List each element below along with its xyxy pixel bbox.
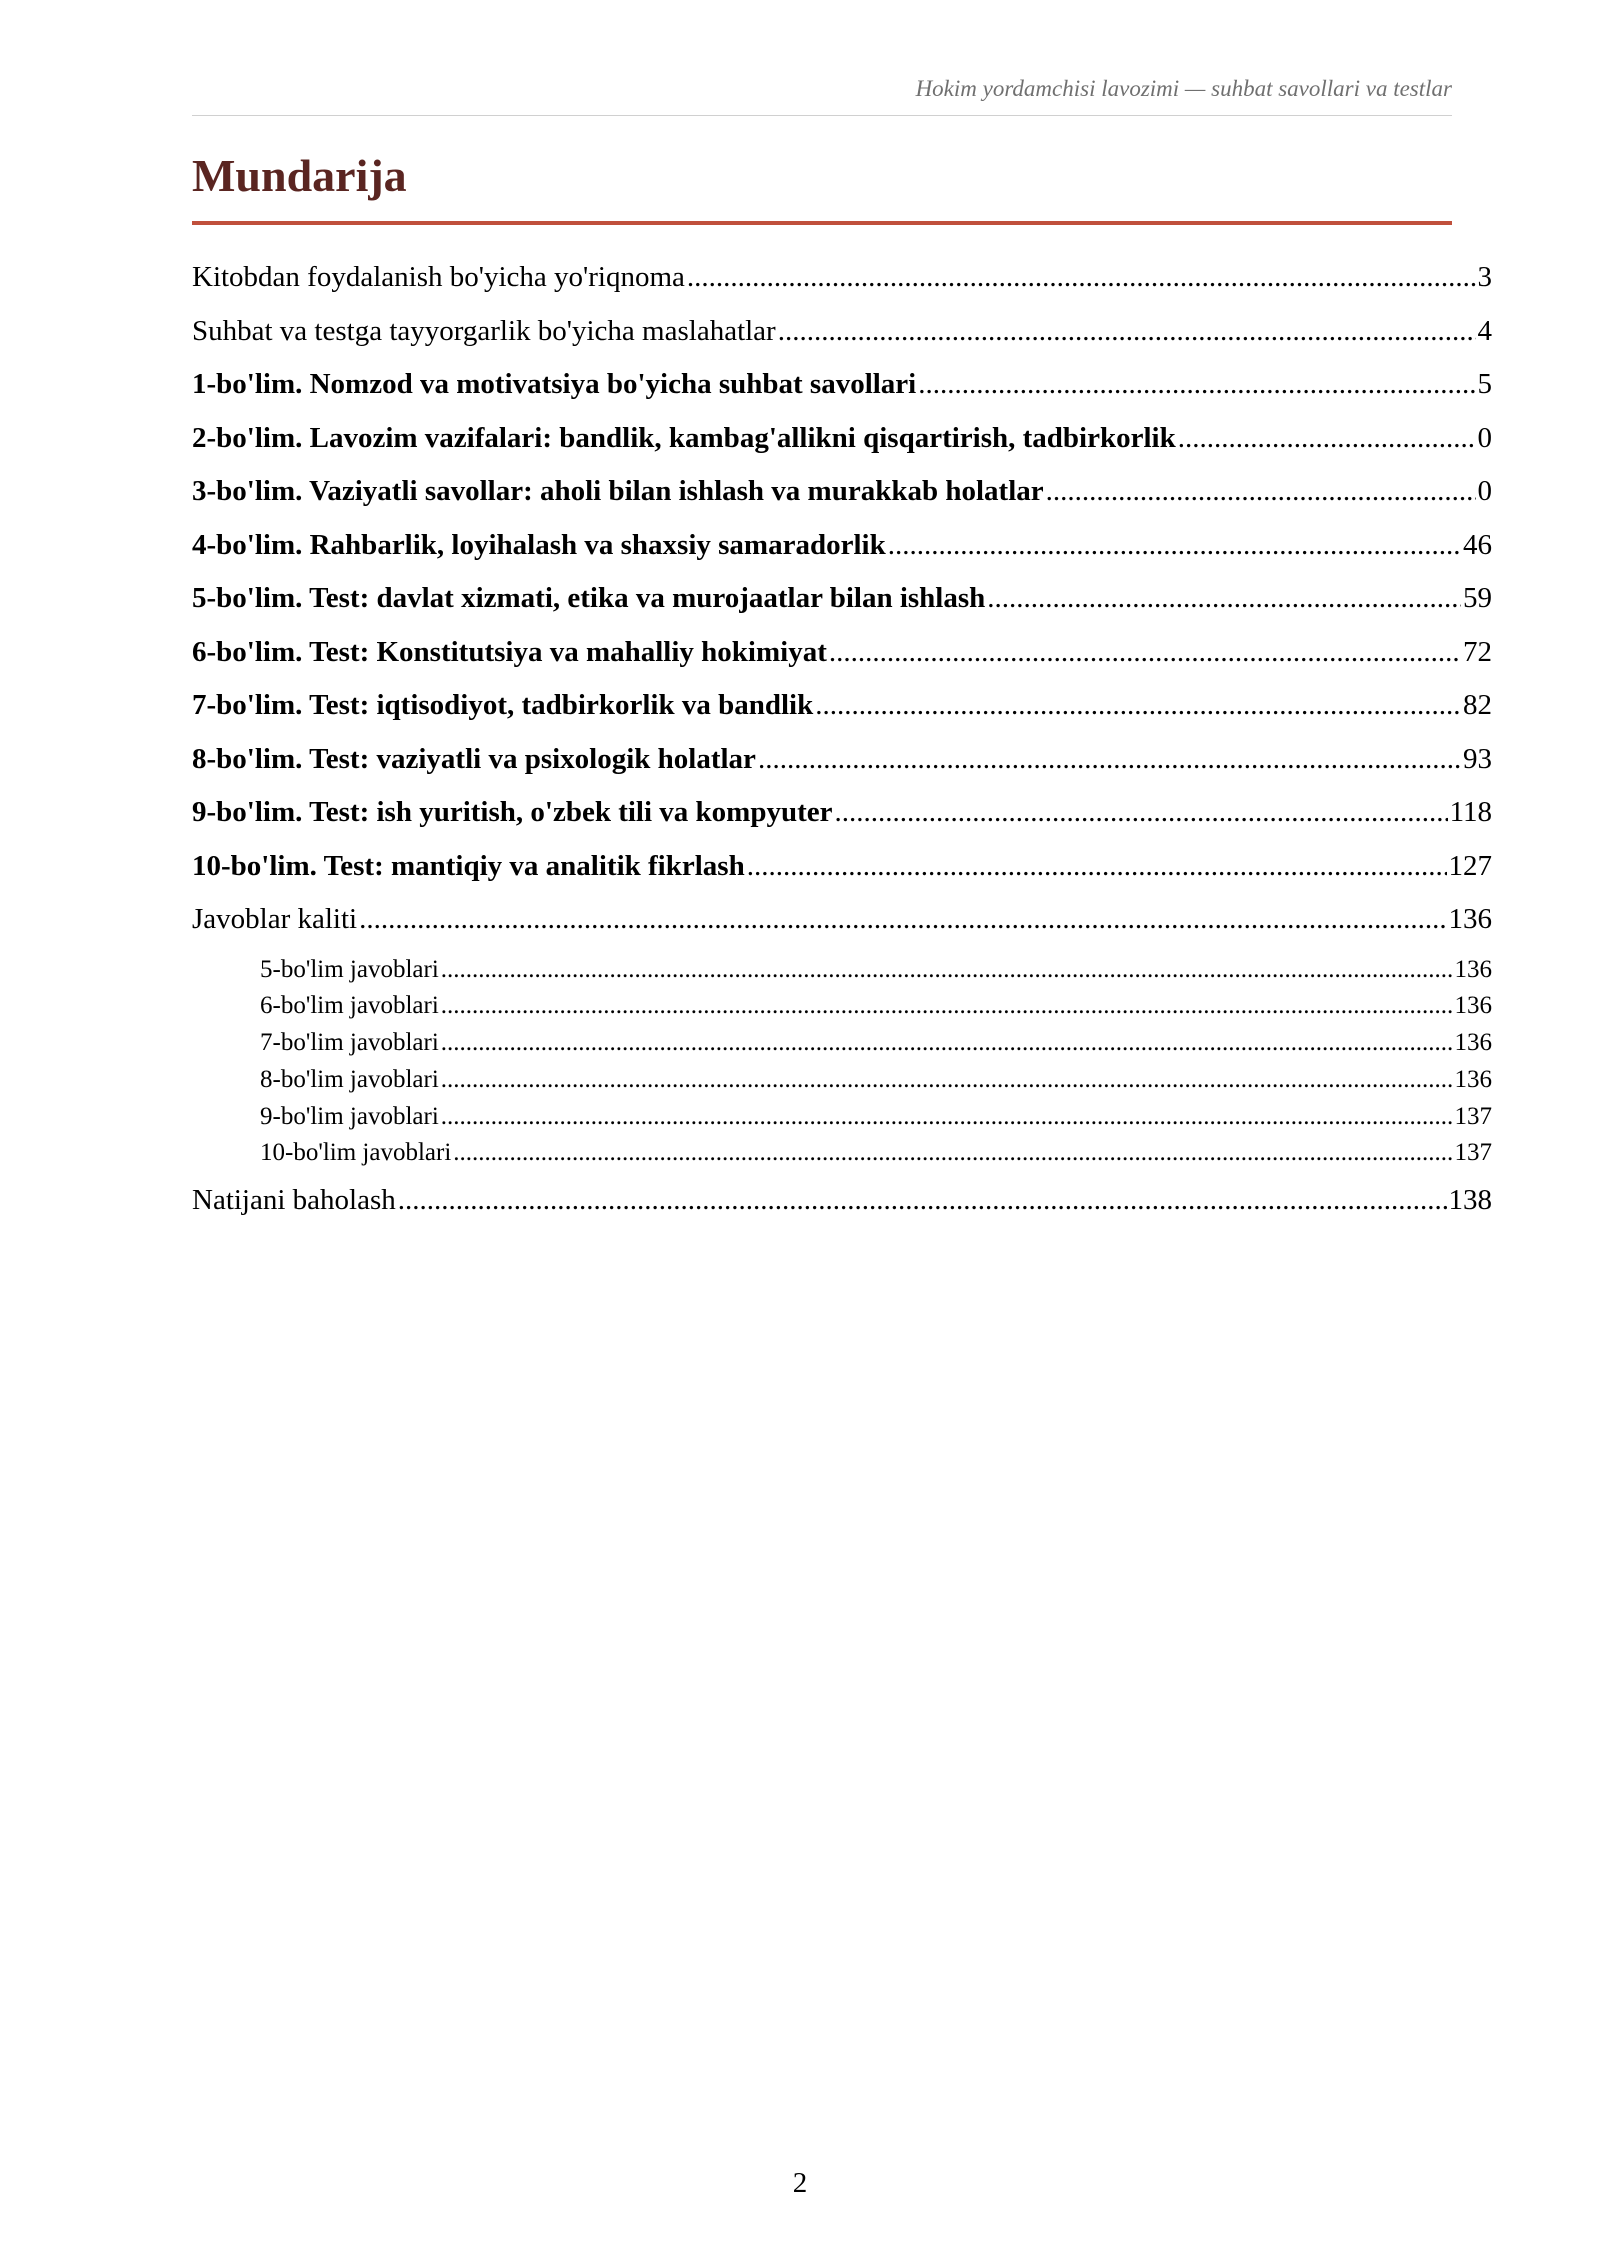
toc-entry[interactable]: [192, 471, 1492, 525]
toc-dot-leader: [834, 792, 1447, 832]
toc-dot-leader: [1046, 471, 1476, 511]
toc-dot-leader: [687, 257, 1476, 297]
toc-subentry[interactable]: [192, 1136, 1492, 1173]
toc-entry-page: 5: [1477, 368, 1492, 400]
toc-entry-label: Suhbat va testga tayyorgarlik bo'yicha maslahatlar: [192, 314, 776, 347]
header-divider: [192, 115, 1452, 116]
toc-entry-label: 3-bo'lim. Vaziyatli savollar: aholi bilan ishlash va murakkab holatlar: [192, 475, 1044, 507]
toc-entry-page: 136: [1448, 903, 1492, 935]
toc-entry-label: 7-bo'lim. Test: iqtisodiyot, tadbirkorlik va bandlik: [192, 689, 814, 721]
toc-dot-leader: [441, 989, 1453, 1022]
toc-dot-leader: [987, 578, 1461, 618]
toc-entry[interactable]: [192, 739, 1492, 793]
toc-entry-page: 137: [1454, 1139, 1492, 1167]
toc-dot-leader: [441, 1026, 1453, 1059]
toc-entry-label: 9-bo'lim javoblari: [260, 1102, 439, 1130]
toc-entry-label: 4-bo'lim. Rahbarlik, loyihalash va shaxsiy samaradorlik: [192, 528, 886, 561]
page-number: 2: [792, 2167, 808, 2199]
toc-entry-page: 118: [1449, 796, 1492, 828]
toc-dot-leader: [815, 685, 1461, 725]
toc-entry-page: 72: [1463, 635, 1492, 668]
toc-subentry[interactable]: [192, 1026, 1492, 1063]
toc-subentry[interactable]: [192, 1100, 1492, 1137]
toc-entry-label: 8-bo'lim. Test: vaziyatli va psixologik holatlar: [192, 742, 756, 775]
toc-entry-label: Kitobdan foydalanish bo'yicha yo'riqnoma: [192, 261, 685, 293]
toc-subentry[interactable]: [192, 1063, 1492, 1100]
toc-entry-label: Javoblar kaliti: [192, 903, 358, 935]
toc-dot-leader: [778, 311, 1476, 351]
toc-entry-label: 5-bo'lim javoblari: [260, 955, 439, 983]
toc-dot-leader: [918, 364, 1475, 404]
toc-entry[interactable]: [192, 846, 1492, 900]
toc-entry[interactable]: [192, 257, 1492, 311]
toc-entry-label: 1-bo'lim. Nomzod va motivatsiya bo'yicha suhbat savollari: [192, 368, 917, 400]
toc-dot-leader: [747, 846, 1447, 886]
toc-entry[interactable]: [192, 525, 1492, 579]
toc-entry[interactable]: [192, 685, 1492, 739]
toc-entry-page: 0: [1477, 475, 1492, 507]
toc-entry-label: 8-bo'lim javoblari: [260, 1065, 439, 1093]
toc-entry[interactable]: [192, 632, 1492, 686]
running-header: Hokim yordamchisi lavozimi — suhbat savollari va testlar: [915, 76, 1452, 101]
toc-entry[interactable]: [192, 364, 1492, 418]
toc-entry[interactable]: [192, 418, 1492, 472]
toc-dot-leader: [441, 953, 1453, 986]
toc-entry-page: 137: [1454, 1102, 1492, 1130]
toc-subentry[interactable]: [192, 989, 1492, 1026]
toc-entry-page: 82: [1463, 689, 1492, 721]
title-divider: [192, 221, 1452, 225]
toc-subentry[interactable]: [192, 953, 1492, 990]
toc-dot-leader: [453, 1136, 1452, 1169]
toc-entry-page: 4: [1477, 314, 1492, 347]
toc-entry-page: 0: [1477, 421, 1492, 454]
toc-entry-label: 2-bo'lim. Lavozim vazifalari: bandlik, kambag'allikni qisqartirish, tadbirkorlik: [192, 421, 1176, 454]
toc-entry-page: 59: [1463, 582, 1492, 614]
toc-dot-leader: [441, 1063, 1453, 1096]
toc-entry[interactable]: [192, 792, 1492, 846]
toc-entry-label: 7-bo'lim javoblari: [260, 1029, 439, 1057]
toc-dot-leader: [359, 899, 1446, 939]
toc-entry-label: 5-bo'lim. Test: davlat xizmati, etika va murojaatlar bilan ishlash: [192, 582, 986, 614]
page-title: Mundarija: [192, 150, 407, 201]
toc-entry-page: 3: [1477, 261, 1492, 293]
toc-entry-page: 93: [1463, 742, 1492, 775]
toc-entry[interactable]: [192, 311, 1492, 365]
table-of-contents: [192, 257, 1492, 1234]
toc-entry-page: 136: [1454, 992, 1492, 1020]
toc-entry-page: 138: [1448, 1184, 1492, 1217]
toc-entry-label: 6-bo'lim. Test: Konstitutsiya va mahalliy hokimiyat: [192, 635, 827, 668]
toc-dot-leader: [888, 525, 1461, 565]
toc-entry-label: 6-bo'lim javoblari: [260, 992, 439, 1020]
toc-entry-page: 136: [1454, 1065, 1492, 1093]
toc-dot-leader: [1178, 418, 1476, 458]
toc-entry[interactable]: [192, 1180, 1492, 1234]
toc-entry[interactable]: [192, 899, 1492, 953]
toc-dot-leader: [398, 1180, 1447, 1220]
toc-entry[interactable]: [192, 578, 1492, 632]
toc-entry-page: 46: [1463, 528, 1492, 561]
toc-entry-page: 127: [1448, 849, 1492, 882]
toc-entry-label: 10-bo'lim. Test: mantiqiy va analitik fikrlash: [192, 849, 745, 882]
toc-dot-leader: [829, 632, 1461, 672]
toc-entry-label: Natijani baholash: [192, 1184, 396, 1217]
toc-dot-leader: [758, 739, 1461, 779]
toc-entry-page: 136: [1454, 955, 1492, 983]
toc-dot-leader: [441, 1100, 1453, 1133]
toc-entry-page: 136: [1454, 1029, 1492, 1057]
toc-entry-label: 10-bo'lim javoblari: [260, 1139, 452, 1167]
toc-entry-label: 9-bo'lim. Test: ish yuritish, o'zbek tili va kompyuter: [192, 796, 833, 828]
